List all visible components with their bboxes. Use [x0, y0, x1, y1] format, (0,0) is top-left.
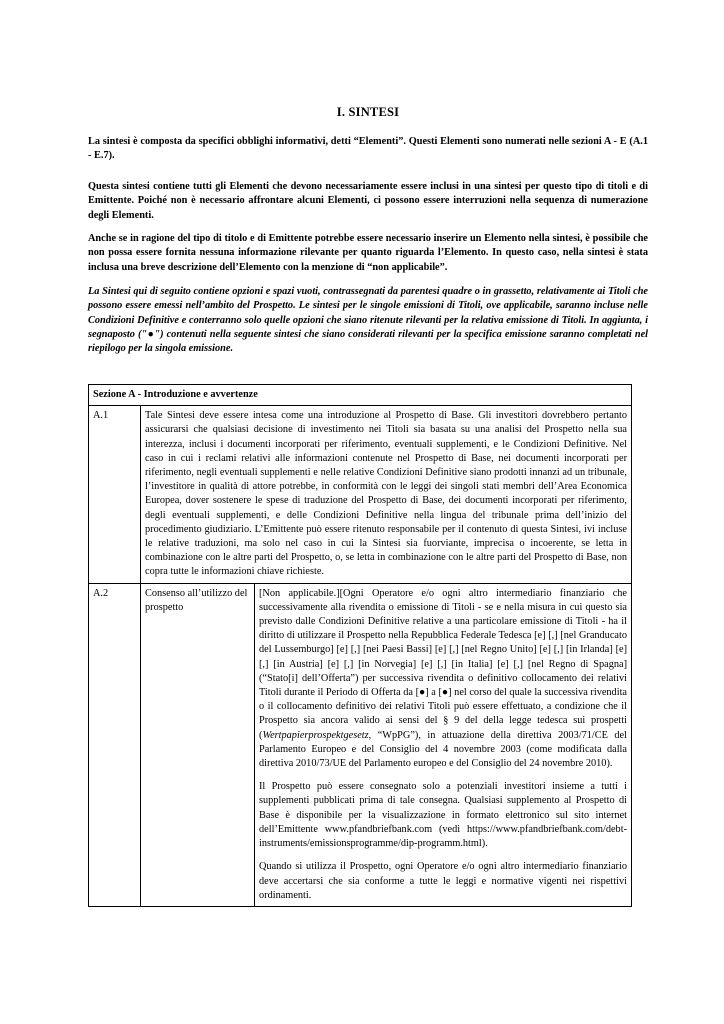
element-code-a2: A.2	[89, 583, 141, 906]
a2-p1-before: [Non applicabile.][Ogni Operatore e/o ogni altro intermediario finanziario che successivamente alla rivendita o emissione di Titoli - se e nella misura in cui questo sia previsto dalle Condizioni Definitive relative a una particolare emissione di Titoli - ha il diritto di utilizzare il Prospetto nella Repubblica Federale Tedesca [e] [,] [nel Granducato del Lussemburgo] [e] [,] [nei Paesi Bassi] [e] [,] [nel Regno Unito] [e] [,] [in Irlanda] [e] [,] [in Austria] [e] [,] [in Norvegia] [e] [,] [in Italia] [e] [,] [nel Regno di Spagna] (“Stato[i] dell’Offerta”) per successiva rivendita o definitivo collocamento dei relativi Titoli durante il Periodo di Offerta da [●] a [●] nel corso del quale la successiva rivendita o il collocamento definitivo dei relativi Titoli può essere effettuato, a condizione che il Prospetto sia ancora valido ai sensi del § 9 del della legge tedesca sui prospetti (	[259, 587, 627, 741]
a2-paragraph-2: Il Prospetto può essere consegnato solo a potenziali investitori insieme a tutti i supplementi pubblicati prima di tale consegna. Qualsiasi supplemento al Prospetto di Base è disponibile per la visualizzazione in formato elettronico sul sito internet dell’Emittente www.pfandbriefbank.com (vedi https://www.pfandbriefbank.com/debt-instruments/emissionsprogramme/dip-programm.html).	[259, 781, 627, 850]
a2-paragraph-3: Quando si utilizza il Prospetto, ogni Operatore e/o ogni altro intermediario finanziario deve accertarsi che sia conforme a tutte le leggi e normative vigenti nei rispettivi ordinamenti.	[259, 861, 627, 901]
a2-paragraph-1	[259, 587, 627, 772]
element-label-a2: Consenso all’utilizzo del prospetto	[141, 583, 255, 906]
element-code-a1: A.1	[89, 406, 141, 583]
section-a-heading: Sezione A - Introduzione e avvertenze	[89, 385, 632, 406]
section-header-row	[89, 385, 632, 406]
intro-paragraph-2: Questa sintesi contiene tutti gli Elementi che devono necessariamente essere inclusi in una sintesi per questo tipo di titoli e di Emittente. Poiché non è necessario affrontare alcuni Elementi, ci possono essere interruzioni nella sequenza di numerazione degli Elementi.	[88, 181, 648, 221]
summary-table	[88, 384, 632, 907]
intro-paragraph-4: La Sintesi qui di seguito contiene opzioni e spazi vuoti, contrassegnati da parentesi quadre o in grassetto, relativamente ai Titoli che possono essere emessi nell’ambito del Prospetto. Le sintesi per le singole emissioni di Titoli, ove applicabile, saranno incluse nelle Condizioni Definitive e conterranno solo quelle opzioni che siano ritenute rilevanti per la relativa emissione di Titoli. In aggiunta, i segnaposto ("●") contenuti nella seguente sintesi che siano considerati rilevanti per la specifica emissione saranno completati nel riepilogo per la singola emissione.	[88, 286, 648, 355]
a2-p1-after: , “WpPG”), in attuazione della direttiva 2003/71/CE del Parlamento Europeo e del Consiglio del 4 novembre 2003 (come modificata dalla direttiva 2010/73/UE del Parlamento europeo e del Consiglio del 24 novembre 2010).	[259, 729, 627, 770]
table-row	[89, 583, 632, 906]
element-text-a2	[255, 583, 632, 906]
intro-paragraph-3: Anche se in ragione del tipo di titolo e di Emittente potrebbe essere necessario inserire un Elemento nella sintesi, è possibile che non possa essere fornita nessuna informazione rilevante per quanto riguarda l’Elemento. In questo caso, nella sintesi è stata inclusa una breve descrizione dell’Elemento con la menzione di “non applicabile”.	[88, 233, 648, 273]
intro-paragraph-1: La sintesi è composta da specifici obblighi informativi, detti “Elementi”. Questi Elementi sono numerati nelle sezioni A - E (A.1 - E.7).	[88, 136, 648, 162]
element-text-a1: Tale Sintesi deve essere intesa come una introduzione al Prospetto di Base. Gli investitori dovrebbero pertanto assicurarsi che qualsiasi decisione di investimento nei Titoli sia basata su una analisi del Prospetto nella sua interezza, inclusi i documenti incorporati per riferimento, eventuali supplementi, e le Condizioni Definitive. Nel caso in cui i reclami relativi alle informazioni contenute nel Prospetto di Base, nei documenti incorporati per riferimento, negli eventuali supplementi e nelle relative Condizioni Definitive siano prodotti innanzi ad un tribunale, l’investitore in qualità di attore potrebbe, in conformità con le leggi dei singoli stati membri dell’Area Economica Europea, dover sostenere le spese di traduzione del Prospetto di Base, dei documenti incorporati per riferimento, degli eventuali supplementi, e delle Condizioni Definitive nella lingua del tribunale prima dell’inizio del procedimento giudiziario. L’Emittente può essere ritenuto responsabile per il contenuto di questa Sintesi, ivi incluse le relative traduzioni, ma solo nel caso in cui la Sintesi sia fuorviante, imprecisa o incoerente, se letta in combinazione con le altre parti del Prospetto, o, se letta in combinazione con le altre parti del Prospetto di Base, non copra tutte le informazioni chiave richieste.	[141, 406, 632, 583]
a2-p1-italic: Wertpapierprospektgesetz	[262, 729, 369, 741]
page-title: I. SINTESI	[336, 105, 400, 119]
table-row	[89, 406, 632, 583]
